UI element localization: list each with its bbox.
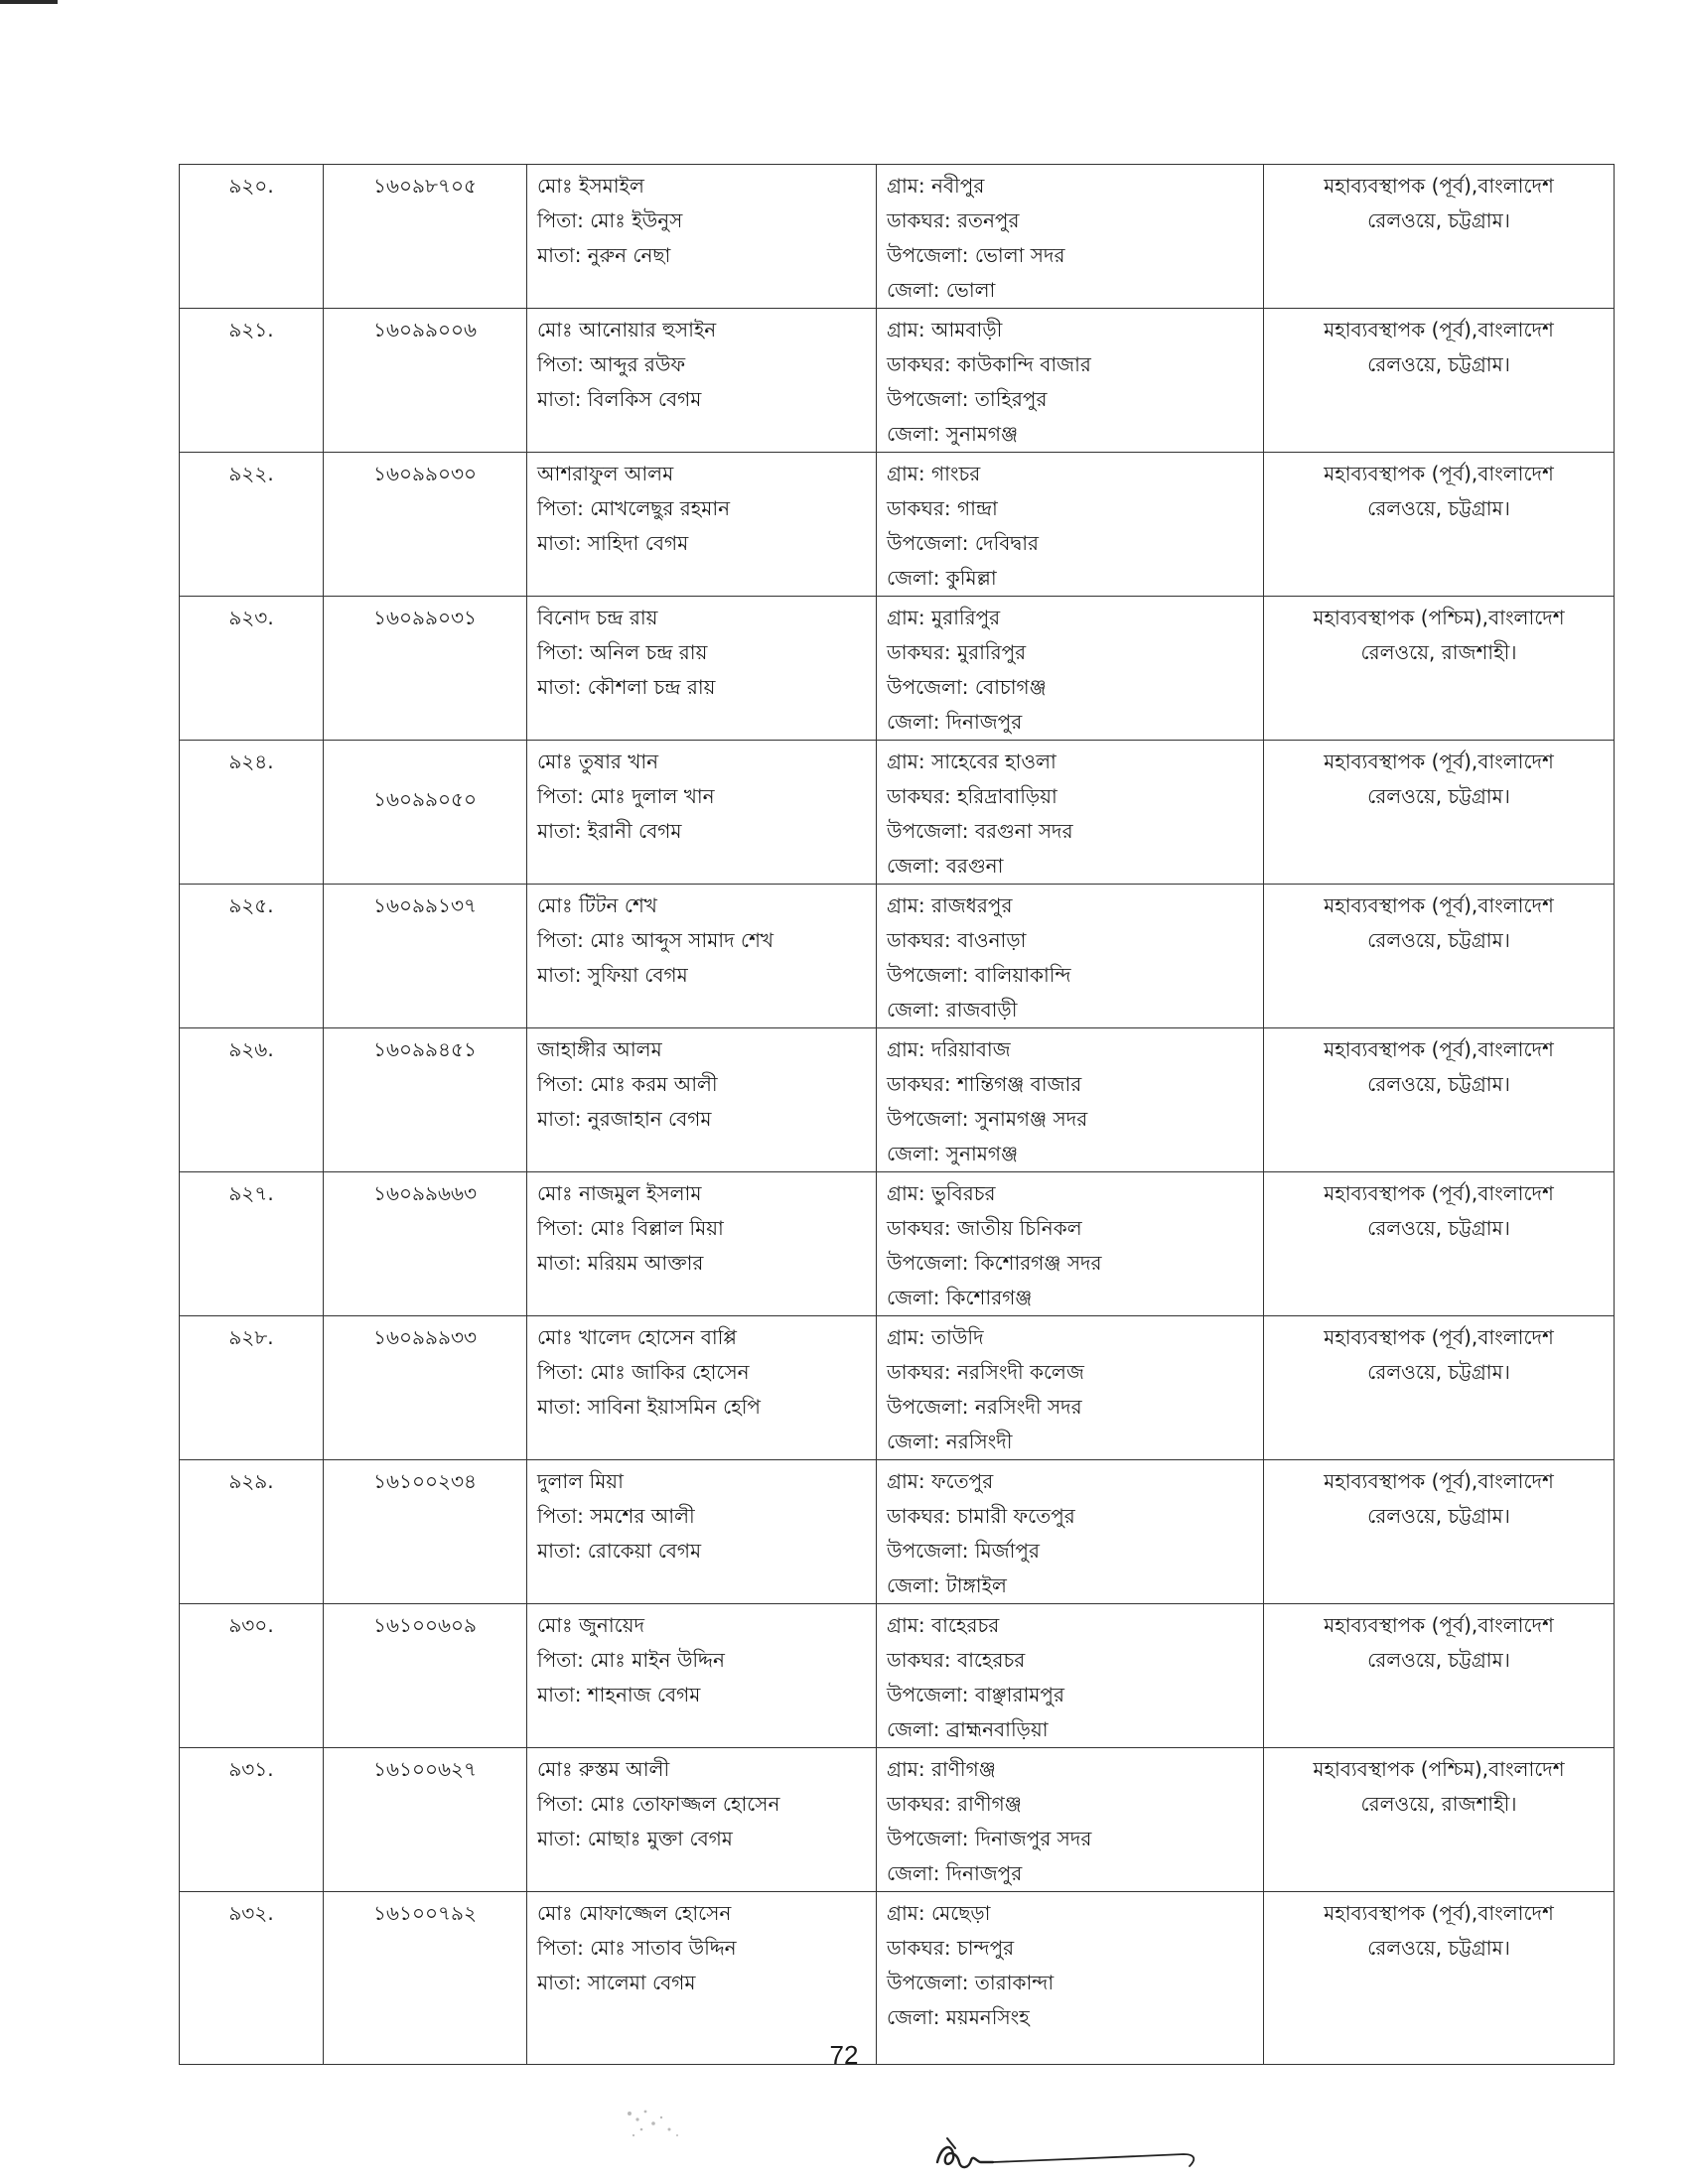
serial-cell	[180, 741, 324, 885]
address-district: জেলা: দিনাজপুর	[887, 1861, 1023, 1885]
signature	[933, 2132, 1201, 2180]
person-cell	[527, 1604, 877, 1748]
candidate-name: আশরাফুল আলম	[537, 462, 674, 485]
posting-location: রেলওয়ে, চট্টগ্রাম।	[1367, 1216, 1510, 1240]
candidate-table	[179, 164, 1615, 2065]
posting-cell	[1264, 741, 1615, 885]
mother-name: মাতা: সাহিদা বেগম	[537, 531, 689, 555]
father-name: পিতা: মোঃ করম আলী	[537, 1072, 718, 1096]
address-post-office: ডাকঘর: চান্দপুর	[887, 1936, 1015, 1960]
serial-number: ৯২২.	[228, 462, 274, 485]
table-row	[180, 1316, 1615, 1460]
mother-name: মাতা: সুফিয়া বেগম	[537, 963, 688, 987]
father-name: পিতা: মোখলেছুর রহমান	[537, 496, 731, 520]
address-cell	[877, 1460, 1264, 1604]
person-cell	[527, 165, 877, 309]
posting-office: মহাব্যবস্থাপক (পূর্ব),বাংলাদেশ	[1324, 1613, 1554, 1637]
roll-number: ১৬০৯৮৭০৫	[373, 174, 477, 198]
candidate-name: মোঃ রুস্তম আলী	[537, 1757, 670, 1781]
serial-cell	[180, 1604, 324, 1748]
address-cell	[877, 885, 1264, 1028]
serial-number: ৯৩০.	[228, 1613, 274, 1637]
roll-number: ১৬১০০৬২৭	[373, 1757, 477, 1781]
roll-cell	[324, 1028, 527, 1172]
father-name: পিতা: মোঃ সাতাব উদ্দিন	[537, 1936, 737, 1960]
posting-cell	[1264, 1748, 1615, 1892]
roll-cell	[324, 1604, 527, 1748]
mother-name: মাতা: রোকেয়া বেগম	[537, 1539, 702, 1563]
address-district: জেলা: বরগুনা	[887, 854, 1004, 878]
posting-office: মহাব্যবস্থাপক (পূর্ব),বাংলাদেশ	[1324, 174, 1554, 198]
candidate-name: মোঃ নাজমুল ইসলাম	[537, 1181, 702, 1205]
serial-number: ৯২৩.	[228, 606, 274, 629]
address-district: জেলা: ব্রাহ্মনবাড়িয়া	[887, 1717, 1049, 1741]
posting-cell	[1264, 1316, 1615, 1460]
serial-cell	[180, 1172, 324, 1316]
scan-smudge	[616, 2100, 705, 2149]
posting-office: মহাব্যবস্থাপক (পূর্ব),বাংলাদেশ	[1324, 318, 1554, 341]
address-post-office: ডাকঘর: গান্দ্রা	[887, 496, 998, 520]
posting-location: রেলওয়ে, চট্টগ্রাম।	[1367, 1648, 1510, 1672]
candidate-name: মোঃ ইসমাইল	[537, 174, 644, 198]
address-district: জেলা: সুনামগঞ্জ	[887, 422, 1019, 446]
roll-cell	[324, 1748, 527, 1892]
candidate-name: বিনোদ চন্দ্র রায়	[537, 606, 658, 629]
roll-cell	[324, 309, 527, 453]
table-row	[180, 1892, 1615, 2065]
posting-office: মহাব্যবস্থাপক (পূর্ব),বাংলাদেশ	[1324, 1901, 1554, 1925]
serial-cell	[180, 1316, 324, 1460]
roll-cell	[324, 1892, 527, 2065]
mother-name: মাতা: নুরজাহান বেগম	[537, 1107, 712, 1131]
posting-office: মহাব্যবস্থাপক (পূর্ব),বাংলাদেশ	[1324, 750, 1554, 773]
father-name: পিতা: মোঃ আব্দুস সামাদ শেখ	[537, 928, 774, 952]
address-cell	[877, 597, 1264, 741]
serial-cell	[180, 1748, 324, 1892]
address-post-office: ডাকঘর: মুরারিপুর	[887, 640, 1027, 664]
candidate-name: মোঃ আনোয়ার হুসাইন	[537, 318, 717, 341]
address-village: গ্রাম: ভুবিরচর	[887, 1181, 996, 1205]
mother-name: মাতা: কৌশলা চন্দ্র রায়	[537, 675, 716, 699]
address-cell	[877, 309, 1264, 453]
serial-cell	[180, 1028, 324, 1172]
person-cell	[527, 453, 877, 597]
posting-location: রেলওয়ে, চট্টগ্রাম।	[1367, 496, 1510, 520]
candidate-name: মোঃ জুনায়েদ	[537, 1613, 644, 1637]
address-cell	[877, 165, 1264, 309]
posting-cell	[1264, 1172, 1615, 1316]
address-village: গ্রাম: আমবাড়ী	[887, 318, 1003, 341]
posting-location: রেলওয়ে, রাজশাহী।	[1360, 1792, 1517, 1816]
person-cell	[527, 1748, 877, 1892]
address-upazila: উপজেলা: কিশোরগঞ্জ সদর	[887, 1251, 1102, 1275]
person-cell	[527, 1892, 877, 2065]
scan-edge-mark	[0, 0, 58, 4]
posting-cell	[1264, 1604, 1615, 1748]
address-cell	[877, 741, 1264, 885]
table-row	[180, 1460, 1615, 1604]
table-row	[180, 1028, 1615, 1172]
address-district: জেলা: কুমিল্লা	[887, 566, 997, 590]
serial-number: ৯২৪.	[228, 750, 274, 773]
address-district: জেলা: ভোলা	[887, 278, 996, 302]
address-cell	[877, 1604, 1264, 1748]
address-district: জেলা: দিনাজপুর	[887, 710, 1023, 734]
table-row	[180, 885, 1615, 1028]
mother-name: মাতা: বিলকিস বেগম	[537, 387, 702, 411]
father-name: পিতা: আব্দুর রউফ	[537, 352, 686, 376]
serial-cell	[180, 597, 324, 741]
serial-number: ৯২০.	[228, 174, 274, 198]
person-cell	[527, 1460, 877, 1604]
serial-cell	[180, 165, 324, 309]
posting-cell	[1264, 165, 1615, 309]
roll-number: ১৬০৯৯৬৬৩	[373, 1181, 477, 1205]
roll-number: ১৬০৯৯০৩১	[373, 606, 477, 629]
mother-name: মাতা: ইরানী বেগম	[537, 819, 682, 843]
serial-number: ৯২৬.	[228, 1037, 274, 1061]
roll-number: ১৬০৯৯৯৩৩	[373, 1325, 477, 1349]
posting-location: রেলওয়ে, রাজশাহী।	[1360, 640, 1517, 664]
address-village: গ্রাম: মুরারিপুর	[887, 606, 1001, 629]
address-cell	[877, 1316, 1264, 1460]
address-upazila: উপজেলা: তারাকান্দা	[887, 1971, 1055, 1994]
posting-office: মহাব্যবস্থাপক (পশ্চিম),বাংলাদেশ	[1313, 1757, 1565, 1781]
posting-location: রেলওয়ে, চট্টগ্রাম।	[1367, 1360, 1510, 1384]
posting-location: রেলওয়ে, চট্টগ্রাম।	[1367, 1504, 1510, 1528]
address-post-office: ডাকঘর: হরিদ্রাবাড়িয়া	[887, 784, 1057, 808]
posting-office: মহাব্যবস্থাপক (পূর্ব),বাংলাদেশ	[1324, 1469, 1554, 1493]
table-row	[180, 1172, 1615, 1316]
page-number: 72	[829, 2040, 859, 2070]
posting-office: মহাব্যবস্থাপক (পূর্ব),বাংলাদেশ	[1324, 1037, 1554, 1061]
serial-cell	[180, 885, 324, 1028]
candidate-name: মোঃ তুষার খান	[537, 750, 659, 773]
address-district: জেলা: সুনামগঞ্জ	[887, 1142, 1019, 1165]
address-cell	[877, 1172, 1264, 1316]
posting-office: মহাব্যবস্থাপক (পূর্ব),বাংলাদেশ	[1324, 893, 1554, 917]
address-upazila: উপজেলা: দেবিদ্বার	[887, 531, 1040, 555]
posting-location: রেলওয়ে, চট্টগ্রাম।	[1367, 1072, 1510, 1096]
address-district: জেলা: কিশোরগঞ্জ	[887, 1286, 1033, 1309]
address-post-office: ডাকঘর: বাহেরচর	[887, 1648, 1026, 1672]
posting-cell	[1264, 309, 1615, 453]
table-row	[180, 741, 1615, 885]
address-upazila: উপজেলা: সুনামগঞ্জ সদর	[887, 1107, 1088, 1131]
address-upazila: উপজেলা: বাঞ্ছারামপুর	[887, 1683, 1064, 1706]
posting-office: মহাব্যবস্থাপক (পশ্চিম),বাংলাদেশ	[1313, 606, 1565, 629]
address-upazila: উপজেলা: মির্জাপুর	[887, 1539, 1040, 1563]
father-name: পিতা: মোঃ ইউনুস	[537, 208, 683, 232]
father-name: পিতা: মোঃ দুলাল খান	[537, 784, 715, 808]
person-cell	[527, 1028, 877, 1172]
address-district: জেলা: ময়মনসিংহ	[887, 2005, 1030, 2029]
posting-office: মহাব্যবস্থাপক (পূর্ব),বাংলাদেশ	[1324, 1325, 1554, 1349]
serial-number: ৯২৫.	[228, 893, 274, 917]
father-name: পিতা: মোঃ তোফাজ্জল হোসেন	[537, 1792, 780, 1816]
roll-cell	[324, 1172, 527, 1316]
posting-cell	[1264, 1460, 1615, 1604]
address-district: জেলা: নরসিংদী	[887, 1430, 1013, 1453]
address-village: গ্রাম: রাজধরপুর	[887, 893, 1013, 917]
address-village: গ্রাম: দরিয়াবাজ	[887, 1037, 1011, 1061]
mother-name: মাতা: সালেমা বেগম	[537, 1971, 696, 1994]
address-upazila: উপজেলা: বালিয়াকান্দি	[887, 963, 1071, 987]
serial-number: ৯২৮.	[228, 1325, 274, 1349]
father-name: পিতা: মোঃ মাইন উদ্দিন	[537, 1648, 725, 1672]
table-row	[180, 1604, 1615, 1748]
address-village: গ্রাম: বাহেরচর	[887, 1613, 1000, 1637]
posting-cell	[1264, 453, 1615, 597]
posting-office: মহাব্যবস্থাপক (পূর্ব),বাংলাদেশ	[1324, 1181, 1554, 1205]
address-village: গ্রাম: রাণীগঞ্জ	[887, 1757, 996, 1781]
roll-cell	[324, 741, 527, 885]
father-name: পিতা: সমশের আলী	[537, 1504, 695, 1528]
serial-number: ৯২৭.	[228, 1181, 274, 1205]
father-name: পিতা: অনিল চন্দ্র রায়	[537, 640, 708, 664]
roll-cell	[324, 885, 527, 1028]
address-post-office: ডাকঘর: চামারী ফতেপুর	[887, 1504, 1075, 1528]
roll-number: ১৬১০০৭৯২	[373, 1901, 477, 1925]
posting-location: রেলওয়ে, চট্টগ্রাম।	[1367, 208, 1510, 232]
address-post-office: ডাকঘর: নরসিংদী কলেজ	[887, 1360, 1084, 1384]
address-post-office: ডাকঘর: কাউকান্দি বাজার	[887, 352, 1091, 376]
address-post-office: ডাকঘর: রাণীগঞ্জ	[887, 1792, 1022, 1816]
candidate-name: মোঃ খালেদ হোসেন বাপ্পি	[537, 1325, 737, 1349]
table-row	[180, 309, 1615, 453]
mother-name: মাতা: নুরুন নেছা	[537, 243, 671, 267]
serial-cell	[180, 453, 324, 597]
address-cell	[877, 1892, 1264, 2065]
person-cell	[527, 741, 877, 885]
address-upazila: উপজেলা: দিনাজপুর সদর	[887, 1827, 1092, 1850]
address-cell	[877, 1748, 1264, 1892]
serial-cell	[180, 1892, 324, 2065]
posting-office: মহাব্যবস্থাপক (পূর্ব),বাংলাদেশ	[1324, 462, 1554, 485]
candidate-name: মোঃ মোফাজ্জেল হোসেন	[537, 1901, 732, 1925]
posting-cell	[1264, 885, 1615, 1028]
serial-number: ৯৩১.	[228, 1757, 274, 1781]
roll-number: ১৬১০০২৩৪	[373, 1469, 477, 1493]
roll-cell	[324, 1460, 527, 1604]
father-name: পিতা: মোঃ জাকির হোসেন	[537, 1360, 750, 1384]
posting-cell	[1264, 1892, 1615, 2065]
serial-number: ৯৩২.	[228, 1901, 274, 1925]
table-row	[180, 165, 1615, 309]
address-cell	[877, 1028, 1264, 1172]
address-post-office: ডাকঘর: শান্তিগঞ্জ বাজার	[887, 1072, 1082, 1096]
posting-location: রেলওয়ে, চট্টগ্রাম।	[1367, 784, 1510, 808]
posting-cell	[1264, 1028, 1615, 1172]
serial-number: ৯২১.	[228, 318, 274, 341]
serial-cell	[180, 1460, 324, 1604]
address-upazila: উপজেলা: তাহিরপুর	[887, 387, 1048, 411]
address-village: গ্রাম: সাহেবের হাওলা	[887, 750, 1056, 773]
mother-name: মাতা: শাহনাজ বেগম	[537, 1683, 701, 1706]
roll-number: ১৬১০০৬০৯	[373, 1613, 477, 1637]
address-upazila: উপজেলা: বোচাগঞ্জ	[887, 675, 1047, 699]
person-cell	[527, 885, 877, 1028]
roll-number: ১৬০৯৯৪৫১	[373, 1037, 477, 1061]
roll-number: ১৬০৯৯১৩৭	[373, 893, 477, 917]
address-village: গ্রাম: মেছেড়া	[887, 1901, 991, 1925]
candidate-name: মোঃ টিটন শেখ	[537, 893, 657, 917]
roll-number: ১৬০৯৯০০৬	[373, 318, 477, 341]
candidate-name: জাহাঙ্গীর আলম	[537, 1037, 662, 1061]
address-district: জেলা: রাজবাড়ী	[887, 998, 1018, 1022]
address-village: গ্রাম: তাউদি	[887, 1325, 984, 1349]
address-village: গ্রাম: গাংচর	[887, 462, 981, 485]
mother-name: মাতা: মোছাঃ মুক্তা বেগম	[537, 1827, 733, 1850]
posting-location: রেলওয়ে, চট্টগ্রাম।	[1367, 1936, 1510, 1960]
person-cell	[527, 1316, 877, 1460]
table-row	[180, 597, 1615, 741]
roll-number: ১৬০৯৯০৫০	[373, 787, 477, 811]
address-upazila: উপজেলা: ভোলা সদর	[887, 243, 1065, 267]
address-post-office: ডাকঘর: জাতীয় চিনিকল	[887, 1216, 1082, 1240]
address-post-office: ডাকঘর: বাওনাড়া	[887, 928, 1027, 952]
candidate-name: দুলাল মিয়া	[537, 1469, 624, 1493]
mother-name: মাতা: সাবিনা ইয়াসমিন হেপি	[537, 1395, 762, 1419]
posting-location: রেলওয়ে, চট্টগ্রাম।	[1367, 352, 1510, 376]
roll-cell	[324, 165, 527, 309]
serial-cell	[180, 309, 324, 453]
address-post-office: ডাকঘর: রতনপুর	[887, 208, 1020, 232]
posting-location: রেলওয়ে, চট্টগ্রাম।	[1367, 928, 1510, 952]
address-village: গ্রাম: ফতেপুর	[887, 1469, 994, 1493]
mother-name: মাতা: মরিয়ম আক্তার	[537, 1251, 704, 1275]
address-cell	[877, 453, 1264, 597]
table-row	[180, 1748, 1615, 1892]
address-district: জেলা: টাঙ্গাইল	[887, 1573, 1007, 1597]
candidate-table-body	[180, 165, 1615, 2065]
address-upazila: উপজেলা: নরসিংদী সদর	[887, 1395, 1082, 1419]
person-cell	[527, 309, 877, 453]
posting-cell	[1264, 597, 1615, 741]
address-upazila: উপজেলা: বরগুনা সদর	[887, 819, 1073, 843]
roll-cell	[324, 597, 527, 741]
table-row	[180, 453, 1615, 597]
father-name: পিতা: মোঃ বিল্লাল মিয়া	[537, 1216, 724, 1240]
roll-cell	[324, 453, 527, 597]
roll-cell	[324, 1316, 527, 1460]
person-cell	[527, 597, 877, 741]
roll-number: ১৬০৯৯০৩০	[373, 462, 477, 485]
serial-number: ৯২৯.	[228, 1469, 274, 1493]
person-cell	[527, 1172, 877, 1316]
address-village: গ্রাম: নবীপুর	[887, 174, 985, 198]
